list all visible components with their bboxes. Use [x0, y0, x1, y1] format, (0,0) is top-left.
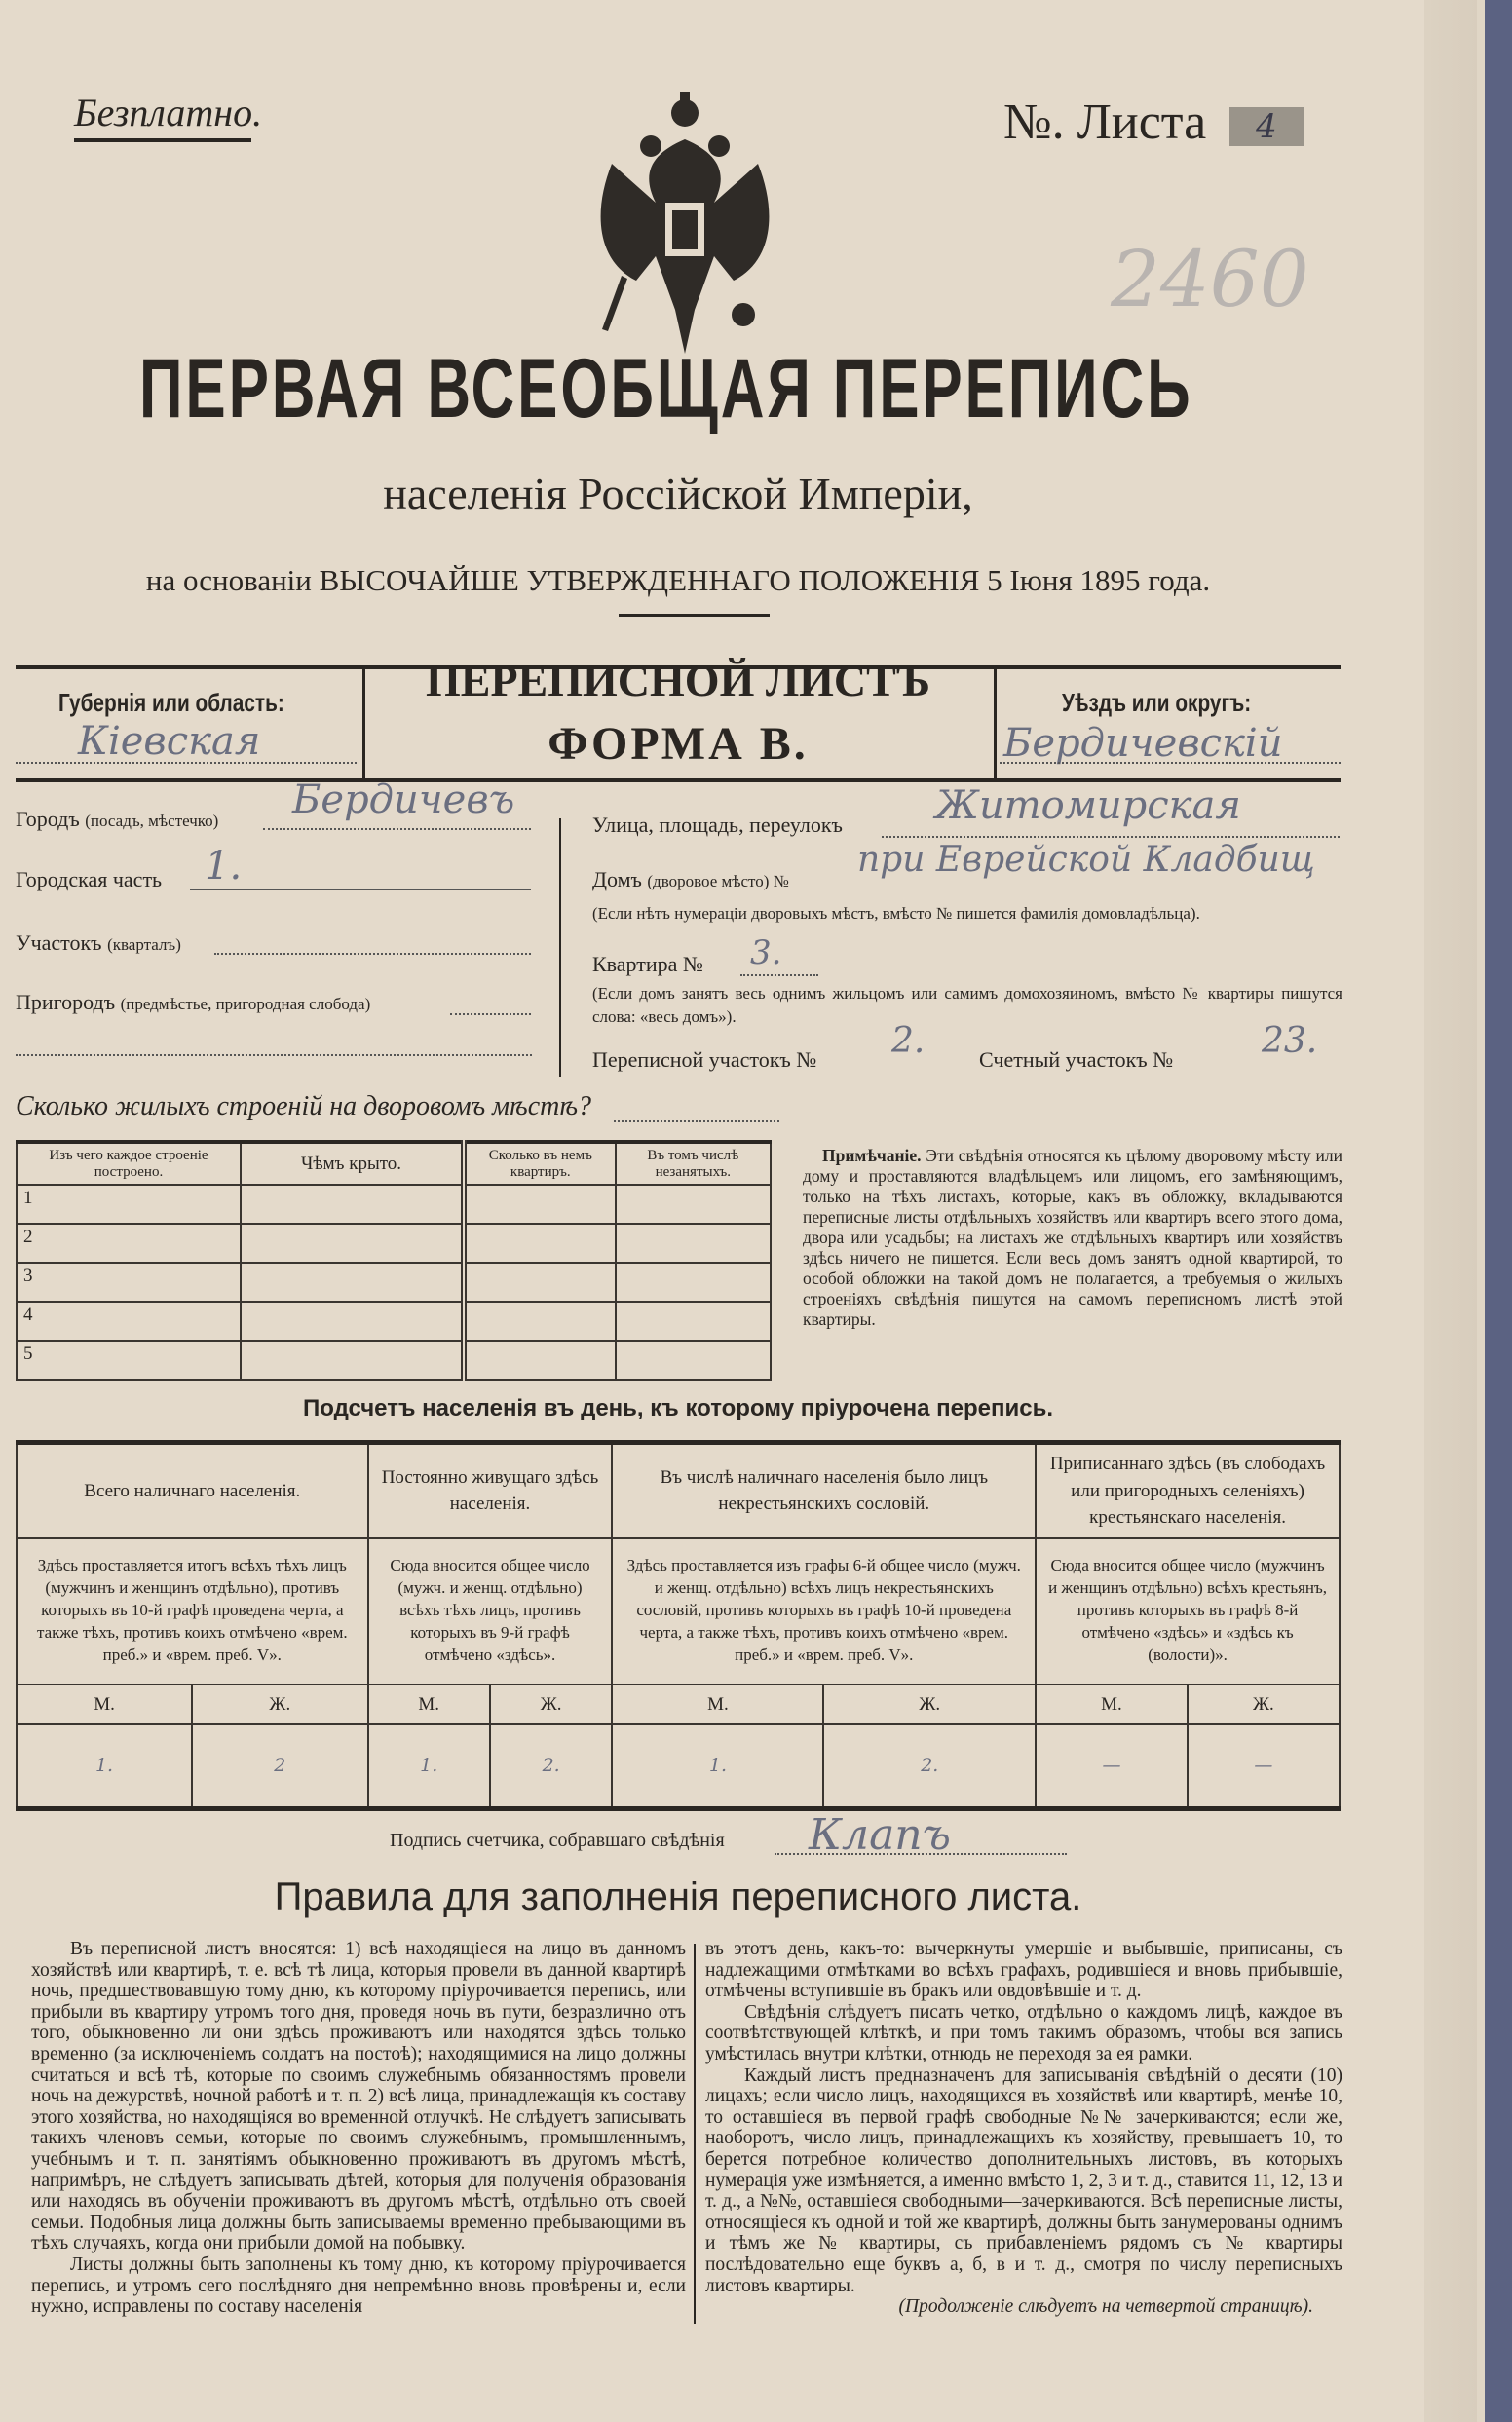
- buildings-header: Изъ чего каждое строеніе построено.: [17, 1142, 241, 1185]
- female-count[interactable]: —: [1188, 1724, 1340, 1808]
- population-title: Подсчетъ населенія въ день, къ которому пріурочена перепись.: [303, 1395, 1053, 1421]
- female-count[interactable]: 2.: [490, 1724, 613, 1808]
- gubernia-value[interactable]: Кіевская: [78, 719, 261, 764]
- row-number: 2: [17, 1224, 241, 1263]
- suburb-line: [450, 1013, 531, 1015]
- page-edge-paper: [1477, 0, 1485, 2422]
- city-line: [263, 828, 531, 830]
- census-title: ПЕРВАЯ ВСЕОБЩАЯ ПЕРЕПИСЬ: [139, 342, 1193, 435]
- rules-right-column: [705, 1939, 1342, 2318]
- male-label: М.: [368, 1684, 490, 1725]
- signature-label: Подпись счетчика, собравшаго свѣдѣнія: [390, 1830, 725, 1851]
- fields-divider: [559, 818, 561, 1077]
- col-header: Въ числѣ наличнаго населенія было лицъ некрестьянскихъ сословій.: [612, 1443, 1036, 1538]
- col-header: Постоянно живущаго здѣсь населенія.: [368, 1443, 613, 1538]
- district-label: Городская часть: [16, 867, 163, 891]
- stamp-number: 2460: [1111, 234, 1309, 324]
- buildings-header: Въ томъ числѣ незанятыхъ.: [616, 1142, 771, 1185]
- form-subtitle: ФОРМА В.: [548, 718, 809, 770]
- house-hint: (дворовое мѣсто) №: [647, 872, 789, 890]
- district-line: [190, 889, 531, 890]
- suburb-label: Пригородъ: [16, 990, 116, 1014]
- table-row: [17, 1224, 771, 1263]
- male-label: М.: [612, 1684, 823, 1725]
- rules-paragraph: Свѣдѣнія слѣдуетъ писать четко, отдѣльно о каждомъ лицѣ, каждое въ соотвѣтствующей клѣткѣ, и при томъ такимъ образомъ, чтобы вся запись умѣстилась внутри клѣтки, отнюдь не переходя за ея рамки.: [705, 2001, 1342, 2064]
- buildings-header: Чѣмъ крыто.: [241, 1142, 464, 1185]
- row-number: 5: [17, 1341, 241, 1380]
- street-value[interactable]: Житомирская: [935, 783, 1241, 828]
- suburb-hint: (предмѣстье, пригородная слобода): [120, 995, 371, 1013]
- quarter-line: [214, 953, 531, 955]
- table-row: [17, 1302, 771, 1341]
- form-title: ПЕРЕПИСНОЙ ЛИСТЪ: [425, 656, 931, 705]
- female-label: Ж.: [490, 1684, 613, 1725]
- house-label: Домъ: [592, 867, 642, 891]
- male-label: М.: [17, 1684, 192, 1725]
- district-value[interactable]: 1.: [205, 844, 243, 889]
- sheet-number-label: №. Листа: [1003, 95, 1207, 150]
- rules-left-column: [31, 1939, 686, 2318]
- col-header: Всего наличнаго населенія.: [17, 1443, 368, 1538]
- uezd-value[interactable]: Бердичевскій: [1003, 721, 1283, 766]
- census-subtitle: населенія Россійской Имперіи,: [383, 469, 973, 518]
- row-number: 3: [17, 1263, 241, 1302]
- buildings-question: Сколько жилыхъ строеній на дворовомъ мѣстѣ?: [16, 1091, 592, 1121]
- male-count[interactable]: 1.: [368, 1724, 490, 1808]
- sheet-number-value: 4: [1229, 107, 1304, 146]
- rules-paragraph: Въ переписной листъ вносятся: 1) всѣ находящіеся на лицо въ данномъ хозяйствѣ или квартирѣ, т. е. всѣ тѣ лица, которыя провели въ данной квартирѣ ночь, предшествовавшую тому дню, къ которому пріурочивается перепись, или прибыли въ квартиру утромъ того дня, проведя ночь въ пути, безразлично отъ того, обыкновенно ли они здѣсь проживаютъ или находятся здѣсь только временно (за исключеніемъ солдатъ на постоѣ); находящимися на лицо должны считаться и всѣ тѣ, которые по своимъ служебнымъ обязанностямъ провели ночь на дежурствѣ, ночной работѣ и т. п. 2) всѣ лица, принадлежащія къ составу этого хозяйства, но находящіяся во временной отлучкѣ. Не слѣдуетъ записывать такихъ членовъ семьи, которые по своимъ служебнымъ, промышленнымъ, учебнымъ и т. п. занятіямъ обыкновенно проживаютъ въ другомъ мѣстѣ, напримѣръ, не слѣдуетъ записывать дѣтей, которыя для полученія образованія или находясь въ обученіи проживаютъ въ другомъ мѣстѣ, отдѣльно отъ своей семьи. Подобныя лица должны быть записываемы временно пребывающими въ тѣхъ случаяхъ, когда они прибыли домой на побывку.: [31, 1939, 686, 2254]
- note-block: [803, 1146, 1342, 1330]
- blank-line: [16, 1054, 532, 1056]
- row-number: 1: [17, 1185, 241, 1224]
- signature-line: [775, 1853, 1067, 1855]
- city-hint: (посадъ, мѣстечко): [85, 812, 219, 830]
- apartment-note: (Если домъ занятъ весь однимъ жильцомъ или самимъ домохозяиномъ, вмѣсто № квартиры пишутся слова: «весь домъ»).: [592, 984, 1342, 1026]
- street-label: Улица, площадь, переулокъ: [592, 813, 843, 837]
- table-row: [17, 1263, 771, 1302]
- divider: [994, 665, 997, 782]
- population-table: [16, 1440, 1341, 1811]
- rules-paragraph: Каждый листъ предназначенъ для записыванія свѣдѣній о десяти (10) лицахъ; если число лицъ, находящихся въ хозяйствѣ или квартирѣ, менѣе 10, то оставшіеся въ первой графѣ свободные №№ зачеркиваются; если же, наоборотъ, число лицъ, принадлежащихъ къ хозяйству, превышаетъ 10, то берется потребное количество дополнительныхъ листовъ, въ которыхъ нумерація уже измѣняется, а именно вмѣсто 1, 2, 3 и т. д., ставится 11, 12, 13 и т. д., а №№, оставшіеся свободными—зачеркиваются. Всѣ переписные листы, относящіеся къ одной и той же квартирѣ, должны быть занумерованы однимъ и тѣмъ же № квартиры, съ прибавленіемъ рядомъ съ № квартиры послѣдовательно еще буквъ а, б, в и т. д., смотря по числу переписныхъ листовъ квартиры.: [705, 2064, 1342, 2296]
- col-description: Здѣсь проставляется итогъ всѣхъ тѣхъ лицъ (мужчинъ и женщинъ отдѣльно), противъ которыхъ въ 10-й графѣ проведена черта, а также тѣхъ, противъ коихъ отмѣчено «врем. преб.» и «врем. преб. V».: [17, 1538, 368, 1684]
- buildings-header: Сколько въ немъ квартиръ.: [464, 1142, 616, 1185]
- female-label: Ж.: [1188, 1684, 1340, 1725]
- rules-continued: (Продолженіе слѣдуетъ на четвертой страницѣ).: [898, 2296, 1313, 2318]
- male-label: М.: [1036, 1684, 1188, 1725]
- house-note: (Если нѣтъ нумераціи дворовыхъ мѣстъ, вмѣсто № пишется фамилія домовладѣльца).: [592, 904, 1200, 923]
- col-header: Приписаннаго здѣсь (въ слободахъ или пригородныхъ селеніяхъ) крестьянскаго населенія.: [1036, 1443, 1340, 1538]
- free-label: Безплатно.: [74, 91, 263, 134]
- male-count[interactable]: —: [1036, 1724, 1188, 1808]
- rules-divider: [694, 1944, 696, 2324]
- city-value[interactable]: Бердичевъ: [292, 777, 515, 822]
- rules-title: Правила для заполненія переписного листа.: [274, 1875, 1082, 1918]
- male-count[interactable]: 1.: [612, 1724, 823, 1808]
- uezd-line: [1000, 762, 1341, 764]
- table-row: [17, 1341, 771, 1380]
- female-label: Ж.: [823, 1684, 1036, 1725]
- note-label: Примѣчаніе.: [822, 1146, 922, 1165]
- apartment-value[interactable]: 3.: [750, 933, 782, 972]
- gubernia-line: [16, 762, 357, 764]
- signature-value[interactable]: Клапъ: [809, 1810, 951, 1860]
- col-description: Сюда вносится общее число (мужч. и женщ. отдѣльно) всѣхъ тѣхъ лицъ, противъ которыхъ въ 9-й графѣ отмѣчено «здѣсь».: [368, 1538, 613, 1684]
- rules-paragraph: въ этотъ день, какъ-то: вычеркнуты умершіе и выбывшіе, приписаны, съ надлежащими отмѣтками во всѣхъ графахъ, родившіеся и вновь прибывшіе, отмѣчены вступившіе въ бракъ или овдовѣвшіе и т. д.: [705, 1939, 1342, 2002]
- count-area-label: Счетный участокъ №: [979, 1047, 1174, 1072]
- census-area-value[interactable]: 2.: [891, 1021, 926, 1061]
- free-underline: [74, 138, 251, 142]
- scan-background: [1485, 0, 1512, 2422]
- col-description: Сюда вносится общее число (мужчинъ и женщинъ отдѣльно) всѣхъ крестьянъ, противъ которыхъ въ графѣ 8-й отмѣчено «здѣсь» и «здѣсь къ (волости)».: [1036, 1538, 1340, 1684]
- census-area-label: Переписной участокъ №: [592, 1047, 817, 1072]
- apartment-label: Квартира №: [592, 952, 703, 976]
- table-row: [17, 1185, 771, 1224]
- rules-paragraph: Листы должны быть заполнены къ тому дню, къ которому пріурочивается перепись, и утромъ сего послѣдняго дня непремѣнно вновь провѣрены и, если нужно, исправлены по составу населенія: [31, 2253, 686, 2318]
- female-count[interactable]: 2.: [823, 1724, 1036, 1808]
- female-count[interactable]: 2: [192, 1724, 368, 1808]
- buildings-table: [16, 1140, 772, 1381]
- col-description: Здѣсь проставляется изъ графы 6-й общее число (мужч. и женщ. отдѣльно) всѣхъ лицъ некрестьянскихъ сословій, противъ которыхъ въ графѣ 10-й проведена черта, а также тѣхъ, противъ коихъ отмѣчено «врем. преб.» и «врем. преб. V».: [612, 1538, 1036, 1684]
- female-label: Ж.: [192, 1684, 368, 1725]
- street-line: [882, 836, 1340, 838]
- gubernia-label: Губернія или область:: [58, 688, 284, 717]
- title-rule: [619, 614, 770, 617]
- buildings-line: [614, 1120, 779, 1122]
- uezd-label: Уѣздъ или округъ:: [1062, 688, 1252, 717]
- count-area-value[interactable]: 23.: [1262, 1021, 1318, 1061]
- city-label: Городъ: [16, 807, 80, 831]
- quarter-hint: (кварталъ): [107, 935, 181, 954]
- quarter-label: Участокъ: [16, 930, 102, 955]
- house-value[interactable]: при Еврейской Кладбищ: [857, 840, 1315, 880]
- census-basis: на основаніи ВЫСОЧАЙШЕ УТВЕРЖДЕННАГО ПОЛОЖЕНІЯ 5 Іюня 1895 года.: [145, 563, 1211, 597]
- note-text: Эти свѣдѣнія относятся къ цѣлому дворовому мѣсту или дому и проставляются владѣльцемъ или лицомъ, его замѣняющимъ, только на тѣхъ листахъ, которые, какъ въ обложку, вкладываются переписные листы отдѣльныхъ хозяйствъ или квартиръ всего этого дома, двора или усадьбы; на листахъ же отдѣльныхъ квартиръ или хозяйствъ здѣсь ничего не пишется. Если весь домъ занятъ одной квартирой, то особой обложки на такой домъ не полагается, а требуемыя о жилыхъ строеніяхъ свѣдѣнія пишутся на самомъ переписномъ листѣ этой квартиры.: [803, 1146, 1343, 1329]
- male-count[interactable]: 1.: [17, 1724, 192, 1808]
- imperial-eagle-emblem: [583, 86, 787, 359]
- apartment-line: [740, 974, 818, 976]
- row-number: 4: [17, 1302, 241, 1341]
